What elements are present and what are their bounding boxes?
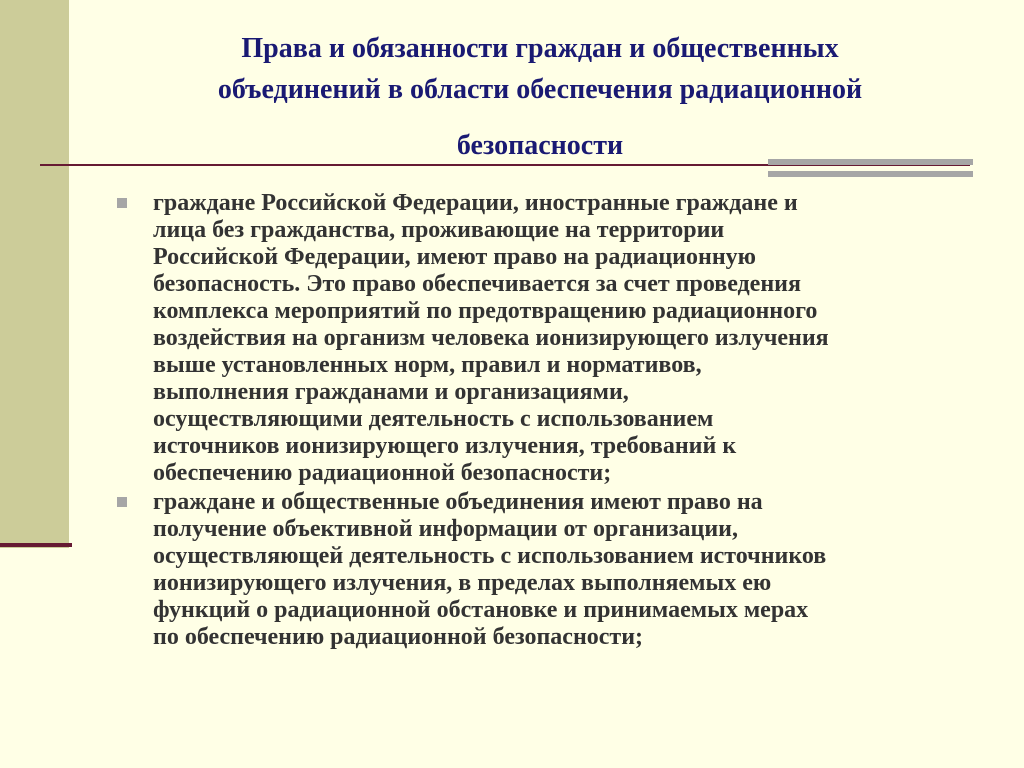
bullet-item-1-line: воздействия на организм человека ионизирующего излучения [153,325,829,351]
bullet-item-1-text [153,190,970,487]
slide-title [100,28,980,166]
bullet-item-1-line: источников ионизирующего излучения, требований к [153,433,737,459]
title-divider-gray-bar-bottom [768,171,973,177]
left-decorative-band [0,0,69,548]
title-divider-gray-bar-top [768,159,973,165]
bullet-item-1-line: выполнения гражданами и организациями, [153,379,629,405]
bullet-item-2-line: осуществляющей деятельность с использованием источников [153,543,827,569]
bullet-item-1-line: осуществляющими деятельность с использованием [153,406,714,432]
bullet-item-1-line: выше установленных норм, правил и нормативов, [153,352,702,378]
bullet-item-1-line: комплекса мероприятий по предотвращению радиационного [153,298,818,324]
bullet-item-1-line: обеспечению радиационной безопасности; [153,460,612,486]
bullet-item-2-line: функций о радиационной обстановке и принимаемых мерах [153,597,809,623]
bullet-item-2-line: по обеспечению радиационной безопасности; [153,624,644,650]
bullet-item-2-line: граждане и общественные объединения имеют право на [153,489,763,515]
bullet-item-2-line: ионизирующего излучения, в пределах выполняемых ею [153,570,772,596]
bullet-list [110,190,970,653]
title-line-2: объединений в области обеспечения радиационной [217,74,863,105]
bullet-item-1-line: безопасность. Это право обеспечивается за счет проведения [153,271,801,297]
bullet-item-1-line: лица без гражданства, проживающие на территории [153,217,725,243]
left-band-underline [0,543,72,547]
bullet-item-2-text [153,489,970,651]
square-bullet-icon [117,497,127,507]
title-line-3: безопасности [456,130,624,161]
bullet-item-1-line: граждане Российской Федерации, иностранные граждане и [153,190,798,216]
title-line-1: Права и обязанности граждан и общественных [241,33,839,64]
bullet-item-1 [110,190,970,487]
bullet-item-2-line: получение объективной информации от организации, [153,516,738,542]
bullet-item-2 [110,489,970,651]
square-bullet-icon [117,198,127,208]
bullet-item-1-line: Российской Федерации, имеют право на радиационную [153,244,756,270]
